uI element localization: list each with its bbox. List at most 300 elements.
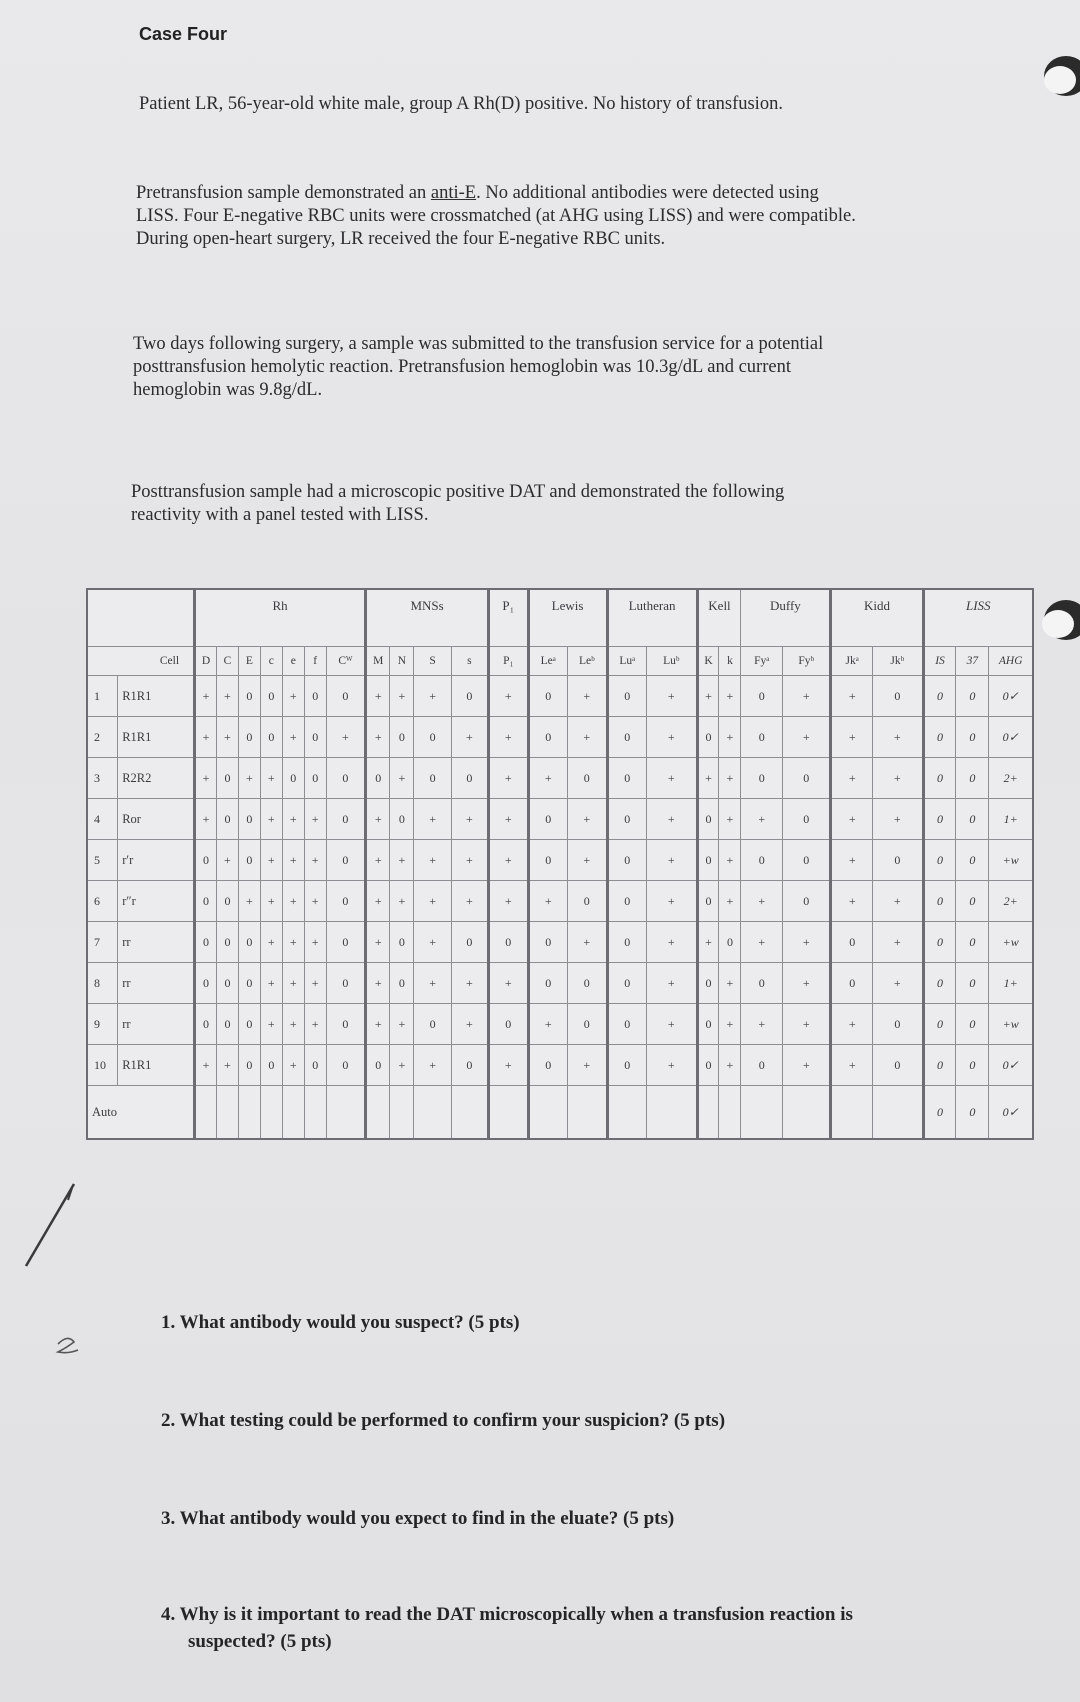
pen-squiggle-mark (54, 1334, 84, 1360)
antigen-result: 0 (216, 922, 238, 963)
antigen-result: 0 (304, 676, 326, 717)
antigen-result: + (489, 963, 529, 1004)
antigen-result: + (647, 1004, 697, 1045)
antigen-header: e (282, 647, 304, 676)
antigen-result: 0 (451, 922, 488, 963)
antigen-result: + (489, 840, 529, 881)
antigen-result: + (647, 922, 697, 963)
cell-phenotype: R2R2 (118, 758, 195, 799)
antigen-header: IS (923, 647, 956, 676)
antigen-result: 0 (741, 840, 783, 881)
empty-cell (451, 1086, 488, 1140)
row-number: 5 (87, 840, 118, 881)
antigen-header: k (719, 647, 741, 676)
row-number: 8 (87, 963, 118, 1004)
reaction-result: 0✓ (989, 1045, 1033, 1086)
antigen-result: 0 (238, 1004, 260, 1045)
antigen-result: + (647, 676, 697, 717)
cell-phenotype: r″r (118, 881, 195, 922)
antigen-result: 0 (326, 881, 366, 922)
antigen-result: + (390, 840, 414, 881)
kidd-group-header: Kidd (831, 589, 923, 647)
antigen-result: + (873, 717, 923, 758)
antigen-result: + (366, 717, 390, 758)
antigen-result: + (489, 881, 529, 922)
antigen-result: + (741, 1004, 783, 1045)
reaction-result: 0 (923, 881, 956, 922)
empty-cell (238, 1086, 260, 1140)
antigen-result: + (260, 1004, 282, 1045)
liss-group-header: LISS (923, 589, 1033, 647)
empty-cell (568, 1086, 608, 1140)
antigen-result: 0 (741, 963, 783, 1004)
duffy-group-header: Duffy (741, 589, 831, 647)
reaction-result: 2+ (989, 758, 1033, 799)
antigen-result: + (719, 799, 741, 840)
empty-cell (414, 1086, 451, 1140)
reaction-result: 0 (956, 758, 989, 799)
antigen-result: 0 (873, 676, 923, 717)
kell-group-header: Kell (697, 589, 741, 647)
reaction-result: 0 (923, 1004, 956, 1045)
antigen-result: 0 (238, 922, 260, 963)
antigen-result: 0 (260, 1045, 282, 1086)
antigen-result: + (831, 1045, 873, 1086)
empty-cell (741, 1086, 783, 1140)
antigen-result: + (304, 1004, 326, 1045)
antigen-result: 0 (697, 1004, 719, 1045)
antigen-result: + (831, 840, 873, 881)
antigen-result: + (282, 963, 304, 1004)
antigen-header: M (366, 647, 390, 676)
antigen-result: + (451, 799, 488, 840)
antigen-header: Leᵃ (528, 647, 568, 676)
empty-cell (607, 1086, 647, 1140)
antigen-result: 0 (873, 1045, 923, 1086)
antigen-result: + (304, 922, 326, 963)
antigen-result: + (304, 840, 326, 881)
antigen-result: 0 (568, 881, 608, 922)
antigen-result: 0 (326, 840, 366, 881)
antigen-header: K (697, 647, 719, 676)
antigen-result: + (304, 881, 326, 922)
antigen-result: + (282, 881, 304, 922)
antigen-result: 0 (216, 758, 238, 799)
antigen-result: + (451, 840, 488, 881)
antigen-result: + (414, 799, 451, 840)
antigen-result: + (260, 881, 282, 922)
antigen-result: 0 (390, 717, 414, 758)
antigen-result: + (390, 1045, 414, 1086)
reaction-result: 0 (956, 1004, 989, 1045)
antigen-result: 0 (783, 758, 831, 799)
antigen-result: 0 (697, 881, 719, 922)
antigen-result: + (697, 758, 719, 799)
antigen-result: + (873, 881, 923, 922)
antigen-header: f (304, 647, 326, 676)
antigen-result: + (414, 676, 451, 717)
reaction-result: 0✓ (989, 676, 1033, 717)
antigen-result: 0 (326, 1045, 366, 1086)
antigen-result: + (195, 717, 217, 758)
antigen-header: Luᵇ (647, 647, 697, 676)
antigen-result: + (568, 676, 608, 717)
antigen-result: 0 (414, 1004, 451, 1045)
antigen-result: 0 (414, 758, 451, 799)
antigen-result: + (366, 963, 390, 1004)
antigen-result: + (831, 676, 873, 717)
antigen-result: 0 (719, 922, 741, 963)
panel-row (87, 799, 1033, 840)
antigen-result: + (831, 717, 873, 758)
antigen-result: + (489, 1045, 529, 1086)
antigen-result: + (366, 881, 390, 922)
antigen-result: + (216, 717, 238, 758)
antigen-result: 0 (216, 799, 238, 840)
antigen-result: 0 (697, 799, 719, 840)
antigen-result: + (451, 717, 488, 758)
antigen-result: + (390, 758, 414, 799)
empty-cell (697, 1086, 719, 1140)
antigen-result: 0 (216, 1004, 238, 1045)
antigen-result: 0 (607, 676, 647, 717)
antigen-result: 0 (282, 758, 304, 799)
cell-group-header (87, 589, 195, 647)
antigen-result: 0 (195, 840, 217, 881)
antigen-result: + (366, 676, 390, 717)
reaction-result: 0 (923, 963, 956, 1004)
antigen-result: + (568, 922, 608, 963)
antigen-result: 0 (741, 676, 783, 717)
reaction-result: 0✓ (989, 717, 1033, 758)
cell-phenotype: Ror (118, 799, 195, 840)
antigen-result: 0 (304, 1045, 326, 1086)
antigen-result: 0 (528, 922, 568, 963)
antigen-result: + (831, 1004, 873, 1045)
antigen-result: + (366, 922, 390, 963)
reaction-result: 0 (923, 799, 956, 840)
antigen-result: + (282, 717, 304, 758)
antigen-header: D (195, 647, 217, 676)
antigen-result: 0 (528, 717, 568, 758)
reaction-result: 0 (923, 840, 956, 881)
antigen-result: + (489, 799, 529, 840)
question-3: 3. What antibody would you expect to find in the eluate? (5 pts) (161, 1508, 675, 1529)
antibody-panel (86, 588, 1034, 1140)
panel-table (86, 588, 1034, 1140)
question-4: 4. Why is it important to read the DAT microscopically when a transfusion reaction is suspected? (5 pts) (161, 1604, 853, 1652)
antigen-result: + (873, 963, 923, 1004)
antigen-result: + (195, 758, 217, 799)
row-number: 10 (87, 1045, 118, 1086)
antigen-result: 0 (607, 840, 647, 881)
antigen-result: + (195, 799, 217, 840)
antigen-header: S (414, 647, 451, 676)
antigen-result: + (216, 1045, 238, 1086)
antigen-result: 0 (195, 922, 217, 963)
antigen-result: + (647, 717, 697, 758)
antigen-header: Fyᵇ (783, 647, 831, 676)
antigen-result: + (216, 676, 238, 717)
antigen-result: 0 (568, 963, 608, 1004)
antigen-result: + (528, 758, 568, 799)
panel-row (87, 963, 1033, 1004)
antigen-result: + (647, 881, 697, 922)
antigen-result: 0 (741, 1045, 783, 1086)
antigen-result: + (390, 1004, 414, 1045)
antigen-result: 0 (238, 1045, 260, 1086)
cell-phenotype: R1R1 (118, 1045, 195, 1086)
antigen-result: + (414, 840, 451, 881)
antigen-result: 0 (326, 963, 366, 1004)
antigen-result: + (238, 881, 260, 922)
antigen-result: 0 (873, 1004, 923, 1045)
antigen-result: + (260, 799, 282, 840)
antigen-result: 0 (238, 717, 260, 758)
antigen-result: + (741, 881, 783, 922)
antigen-result: + (282, 799, 304, 840)
row-number: 9 (87, 1004, 118, 1045)
antigen-result: + (831, 799, 873, 840)
antigen-result: 0 (783, 881, 831, 922)
antigen-result: 0 (216, 963, 238, 1004)
antigen-result: 0 (489, 1004, 529, 1045)
antigen-header: E (238, 647, 260, 676)
cell-phenotype: R1R1 (118, 717, 195, 758)
antigen-result: 0 (607, 758, 647, 799)
antigen-result: 0 (568, 1004, 608, 1045)
antigen-result: + (697, 922, 719, 963)
antigen-result: + (528, 1004, 568, 1045)
panel-row (87, 922, 1033, 963)
antigen-header: 37 (956, 647, 989, 676)
antigen-result: + (647, 1045, 697, 1086)
antigen-result: + (647, 963, 697, 1004)
reaction-result: 2+ (989, 881, 1033, 922)
antigen-header: Jkᵃ (831, 647, 873, 676)
antigen-result: 0 (326, 799, 366, 840)
antigen-result: 0 (783, 799, 831, 840)
antigen-result: 0 (783, 840, 831, 881)
patient-intro: Patient LR, 56-year-old white male, group A Rh(D) positive. No history of transfusion. (139, 94, 783, 114)
antigen-result: + (366, 840, 390, 881)
antigen-result: + (489, 676, 529, 717)
cell-phenotype: rr (118, 963, 195, 1004)
empty-cell (304, 1086, 326, 1140)
empty-cell (528, 1086, 568, 1140)
antigen-result: 0 (607, 963, 647, 1004)
empty-cell (195, 1086, 217, 1140)
panel-row (87, 676, 1033, 717)
antigen-result: 0 (568, 758, 608, 799)
antigen-result: + (390, 881, 414, 922)
antigen-result: 0 (326, 758, 366, 799)
reaction-result: 0 (923, 922, 956, 963)
antigen-header: s (451, 647, 488, 676)
posttransfusion-paragraph: Posttransfusion sample had a microscopic positive DAT and demonstrated the following reactivity with a panel tested with LISS. (131, 482, 785, 525)
antigen-result: + (451, 963, 488, 1004)
antigen-result: + (216, 840, 238, 881)
antigen-result: 0 (741, 758, 783, 799)
antigen-result: 0 (831, 963, 873, 1004)
antigen-result: 0 (607, 799, 647, 840)
mnss-group-header: MNSs (366, 589, 489, 647)
anti-e-underlined: anti-E (430, 183, 477, 203)
reaction-result: 0 (956, 840, 989, 881)
panel-row (87, 881, 1033, 922)
empty-cell (326, 1086, 366, 1140)
reaction-result: 0 (923, 1045, 956, 1086)
antigen-result: 0 (528, 676, 568, 717)
antigen-result: + (719, 1045, 741, 1086)
antigen-result: + (831, 881, 873, 922)
antigen-header: AHG (989, 647, 1033, 676)
antigen-result: + (451, 1004, 488, 1045)
antigen-result: 0 (873, 840, 923, 881)
antigen-result: 0 (238, 676, 260, 717)
antigen-result: + (647, 758, 697, 799)
antigen-result: + (260, 963, 282, 1004)
antigen-result: 0 (607, 922, 647, 963)
antigen-result: + (568, 799, 608, 840)
antigen-result: 0 (390, 963, 414, 1004)
antigen-result: 0 (528, 1045, 568, 1086)
antigen-result: 0 (528, 840, 568, 881)
antigen-header: Jkᵇ (873, 647, 923, 676)
auto-control-row (87, 1086, 1033, 1140)
question-2: 2. What testing could be performed to confirm your suspicion? (5 pts) (161, 1410, 726, 1431)
antigen-result: + (741, 799, 783, 840)
antigen-result: + (783, 1004, 831, 1045)
antigen-result: 0 (741, 717, 783, 758)
empty-cell (282, 1086, 304, 1140)
panel-row (87, 717, 1033, 758)
question-1: 1. What antibody would you suspect? (5 pts) (161, 1312, 520, 1333)
antigen-result: + (260, 922, 282, 963)
antigen-result: + (282, 922, 304, 963)
antigen-result: + (282, 676, 304, 717)
antigen-result: + (489, 717, 529, 758)
antigen-result: 0 (326, 1004, 366, 1045)
cell-phenotype: r′r (118, 840, 195, 881)
reaction-result: 0 (956, 963, 989, 1004)
row-number: 3 (87, 758, 118, 799)
reaction-result: +w (989, 840, 1033, 881)
panel-row (87, 758, 1033, 799)
reaction-result: +w (989, 1004, 1033, 1045)
antigen-result: 0 (260, 676, 282, 717)
surgery-paragraph: Two days following surgery, a sample was submitted to the transfusion service for a potential posttransfusion hemolytic reaction. Pretransfusion hemoglobin was 10.3g/dL and current hemoglobin was 9.8g/dL. (133, 334, 824, 400)
antigen-result: 0 (451, 758, 488, 799)
empty-cell (260, 1086, 282, 1140)
reaction-result: 0 (923, 676, 956, 717)
antigen-result: 0 (697, 840, 719, 881)
antigen-result: + (528, 881, 568, 922)
cell-phenotype: R1R1 (118, 676, 195, 717)
antigen-result: 0 (451, 676, 488, 717)
antigen-result: 0 (304, 717, 326, 758)
reaction-result: 0 (956, 1045, 989, 1086)
antigen-result: + (831, 758, 873, 799)
antigen-result: + (719, 840, 741, 881)
row-number: 1 (87, 676, 118, 717)
antigen-result: + (697, 676, 719, 717)
empty-cell (831, 1086, 873, 1140)
empty-cell (873, 1086, 923, 1140)
antigen-result: 0 (489, 922, 529, 963)
antigen-result: 0 (304, 758, 326, 799)
panel-row (87, 1004, 1033, 1045)
rh-group-header: Rh (195, 589, 366, 647)
auto-control-result: 0 (923, 1086, 956, 1140)
antigen-result: + (282, 1004, 304, 1045)
lutheran-group-header: Lutheran (607, 589, 697, 647)
antigen-result: + (304, 963, 326, 1004)
antigen-result: + (783, 963, 831, 1004)
antigen-result: 0 (195, 881, 217, 922)
antigen-result: + (260, 758, 282, 799)
antigen-result: 0 (216, 881, 238, 922)
auto-control-result: 0✓ (989, 1086, 1033, 1140)
antigen-result: 0 (697, 717, 719, 758)
antigen-result: 0 (451, 1045, 488, 1086)
antigen-result: 0 (390, 922, 414, 963)
antigen-result: + (414, 963, 451, 1004)
empty-cell (216, 1086, 238, 1140)
antigen-result: 0 (697, 1045, 719, 1086)
antigen-result: + (414, 922, 451, 963)
antigen-header: Luᵃ (607, 647, 647, 676)
antigen-result: + (451, 881, 488, 922)
antigen-result: + (719, 881, 741, 922)
antigen-result: + (873, 922, 923, 963)
panel-row (87, 1045, 1033, 1086)
reaction-result: 0 (956, 922, 989, 963)
antigen-result: + (366, 799, 390, 840)
reaction-result: 1+ (989, 963, 1033, 1004)
pen-stroke-mark (12, 1180, 82, 1270)
page-title: Case Four (139, 24, 228, 44)
antigen-result: + (260, 840, 282, 881)
reaction-result: 0 (956, 881, 989, 922)
antigen-result: + (783, 676, 831, 717)
antigen-result: 0 (238, 799, 260, 840)
antigen-result: + (195, 1045, 217, 1086)
auto-control-label: Auto (87, 1086, 195, 1140)
antigen-result: + (568, 840, 608, 881)
antigen-result: + (783, 922, 831, 963)
antigen-result: 0 (366, 758, 390, 799)
row-number: 2 (87, 717, 118, 758)
antigen-result: + (719, 676, 741, 717)
antigen-result: + (489, 758, 529, 799)
panel-row (87, 840, 1033, 881)
empty-cell (366, 1086, 390, 1140)
antigen-header: P₁ (489, 647, 529, 676)
antigen-result: + (414, 1045, 451, 1086)
antigen-result: 0 (697, 963, 719, 1004)
antigen-result: 0 (528, 799, 568, 840)
reaction-result: +w (989, 922, 1033, 963)
antigen-result: 0 (607, 881, 647, 922)
antigen-result: + (568, 717, 608, 758)
antigen-result: 0 (607, 717, 647, 758)
antigen-result: + (304, 799, 326, 840)
p1-group-header: P₁ (489, 589, 529, 647)
antigen-header: Cᵂ (326, 647, 366, 676)
antigen-result: + (647, 799, 697, 840)
cell-column-header: Cell (87, 647, 195, 676)
